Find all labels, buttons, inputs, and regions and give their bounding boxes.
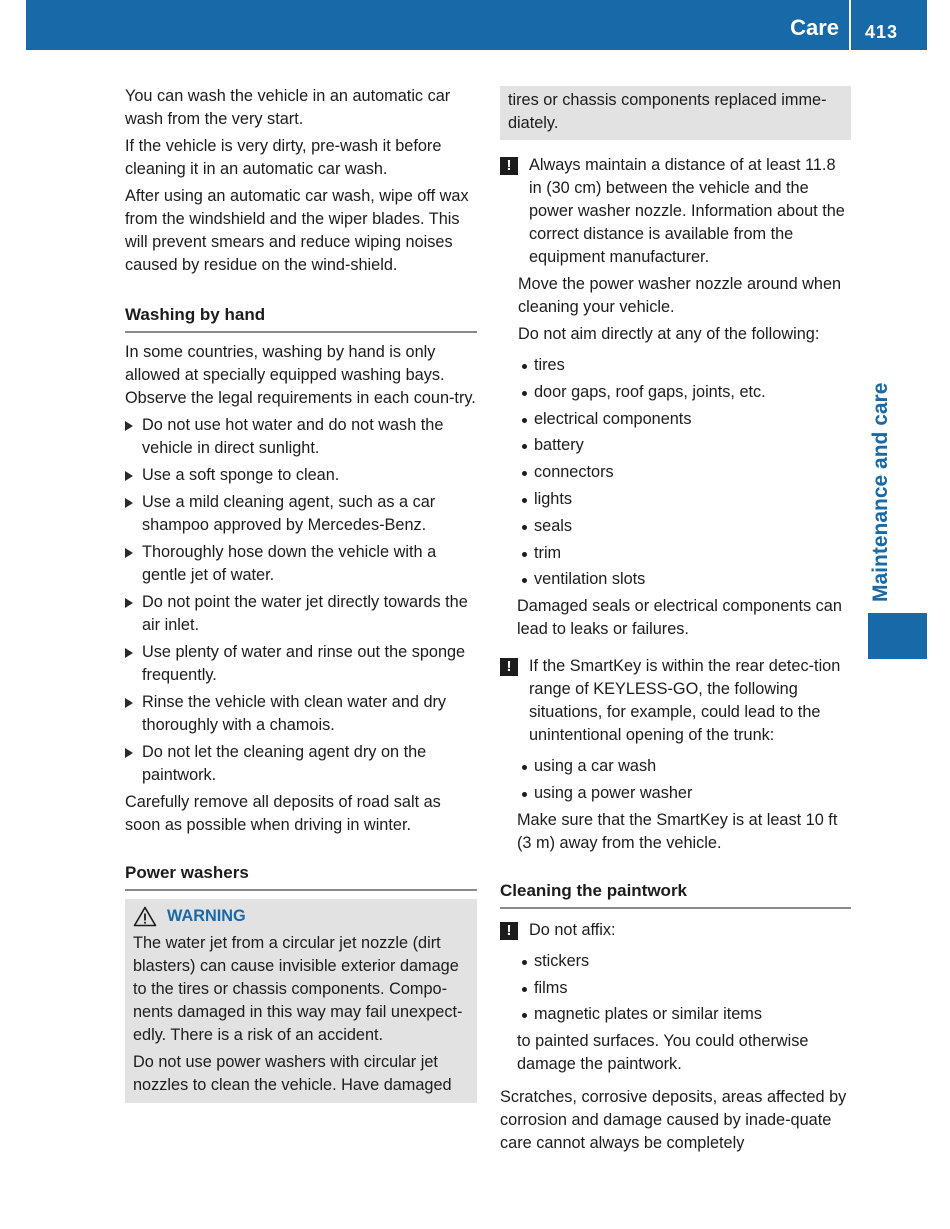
chapter-side-label: Maintenance and care <box>869 382 892 602</box>
notice-smartkey <box>500 655 851 747</box>
header-divider <box>849 0 851 50</box>
warning-box-continued <box>500 86 851 140</box>
notice-paintwork <box>500 919 851 942</box>
list-item: using a power washer <box>518 782 851 805</box>
warning-triangle-icon <box>133 906 157 927</box>
section-heading-cleaning-paintwork: Cleaning the paintwork <box>500 879 851 909</box>
step-item: Rinse the vehicle with clean water and dry thoroughly with a chamois. <box>125 691 477 737</box>
bullet-icon <box>522 765 527 770</box>
step-list <box>125 414 477 787</box>
bullet-icon <box>522 364 527 369</box>
paragraph: You can wash the vehicle in an automatic car wash from the very start. <box>125 87 451 128</box>
bullet-icon <box>522 960 527 965</box>
page-header <box>26 0 927 50</box>
right-column <box>500 86 851 1159</box>
bullet-icon <box>522 471 527 476</box>
bullet-list <box>518 755 851 805</box>
notice-text: If the SmartKey is within the rear detec-tion range of KEYLESS-GO, the following situations, for example, could lead to the unintentional opening of the trunk: <box>529 657 841 745</box>
step-item: Do not use hot water and do not wash the vehicle in direct sunlight. <box>125 414 477 460</box>
notice-text: to painted surfaces. You could otherwise damage the paintwork. <box>517 1032 809 1074</box>
arrow-icon <box>125 748 133 758</box>
bullet-icon <box>522 444 527 449</box>
list-item: magnetic plates or similar items <box>518 1003 851 1026</box>
step-item: Use a soft sponge to clean. <box>125 464 477 487</box>
arrow-icon <box>125 698 133 708</box>
step-item: Use a mild cleaning agent, such as a car shampoo approved by Mercedes-Benz. <box>125 491 477 537</box>
list-item: battery <box>518 434 851 457</box>
arrow-icon <box>125 471 133 481</box>
list-item: ventilation slots <box>518 568 851 591</box>
exclamation-icon: ! <box>500 658 518 676</box>
section-heading-washing-by-hand: Washing by hand <box>125 303 477 333</box>
step-item: Do not let the cleaning agent dry on the paintwork. <box>125 741 477 787</box>
bullet-icon <box>522 391 527 396</box>
bullet-icon <box>522 987 527 992</box>
notice-power-washer-distance <box>500 154 851 346</box>
bullet-icon <box>522 498 527 503</box>
notice-text: Do not affix: <box>529 920 616 939</box>
arrow-icon <box>125 421 133 431</box>
list-item: films <box>518 977 851 1000</box>
warning-header <box>133 905 469 928</box>
step-item: Do not point the water jet directly towards the air inlet. <box>125 591 477 637</box>
list-item: electrical components <box>518 408 851 431</box>
warning-text: tires or chassis components replaced imme-diately. <box>508 91 827 132</box>
page-number: 413 <box>864 22 898 42</box>
list-item: trim <box>518 542 851 565</box>
warning-box <box>125 899 477 1103</box>
list-item: stickers <box>518 950 851 973</box>
paragraph: Carefully remove all deposits of road salt as soon as possible when driving in winter. <box>125 793 441 834</box>
paragraph: After using an automatic car wash, wipe off wax from the windshield and the wiper blades. This will prevent smears and reduce wiping noises caused by residue on the wind-shield. <box>125 187 469 274</box>
exclamation-icon: ! <box>500 157 518 175</box>
chapter-tab-marker <box>868 613 927 659</box>
list-item: door gaps, roof gaps, joints, etc. <box>518 381 851 404</box>
chapter-side-tab <box>868 342 894 602</box>
bullet-icon <box>522 418 527 423</box>
step-item: Use plenty of water and rinse out the sponge frequently. <box>125 641 477 687</box>
bullet-icon <box>522 578 527 583</box>
list-item: seals <box>518 515 851 538</box>
list-item: connectors <box>518 461 851 484</box>
section-heading-power-washers: Power washers <box>125 861 477 891</box>
bullet-list <box>518 354 851 591</box>
left-column <box>125 85 477 1103</box>
list-item: lights <box>518 488 851 511</box>
list-item: tires <box>518 354 851 377</box>
notice-text: Move the power washer nozzle around when cleaning your vehicle. <box>518 275 842 316</box>
exclamation-icon: ! <box>500 922 518 940</box>
bullet-icon <box>522 792 527 797</box>
paragraph: Scratches, corrosive deposits, areas affected by corrosion and damage caused by inade-quate care cannot always be completely <box>500 1088 847 1153</box>
arrow-icon <box>125 598 133 608</box>
step-item: Thoroughly hose down the vehicle with a gentle jet of water. <box>125 541 477 587</box>
arrow-icon <box>125 498 133 508</box>
warning-title: WARNING <box>167 907 246 925</box>
paragraph: If the vehicle is very dirty, pre-wash it before cleaning it in an automatic car wash. <box>125 137 442 178</box>
notice-text: Damaged seals or electrical components can lead to leaks or failures. <box>517 597 842 639</box>
bullet-icon <box>522 1013 527 1018</box>
bullet-icon <box>522 552 527 557</box>
arrow-icon <box>125 648 133 658</box>
warning-text: Do not use power washers with circular jet nozzles to clean the vehicle. Have damaged <box>133 1053 452 1094</box>
section-title: Care <box>790 15 839 40</box>
list-item: using a car wash <box>518 755 851 778</box>
notice-text: Always maintain a distance of at least 11.8 in (30 cm) between the vehicle and the power washer nozzle. Information about the correct distance is available from the equipment manufacturer. <box>529 156 845 266</box>
arrow-icon <box>125 548 133 558</box>
notice-text: Make sure that the SmartKey is at least 10 ft (3 m) away from the vehicle. <box>517 810 838 852</box>
warning-text: The water jet from a circular jet nozzle (dirt blasters) can cause invisible exterior damage to the tires or chassis components. Compo-nents damaged in this way may fail unexpect-edly. There is a risk of an accident. <box>133 934 463 1044</box>
notice-text: Do not aim directly at any of the following: <box>518 325 820 343</box>
bullet-list <box>518 950 851 1027</box>
paragraph: In some countries, washing by hand is only allowed at specially equipped washing bays. Observe the legal requirements in each coun-try. <box>125 343 476 407</box>
bullet-icon <box>522 525 527 530</box>
